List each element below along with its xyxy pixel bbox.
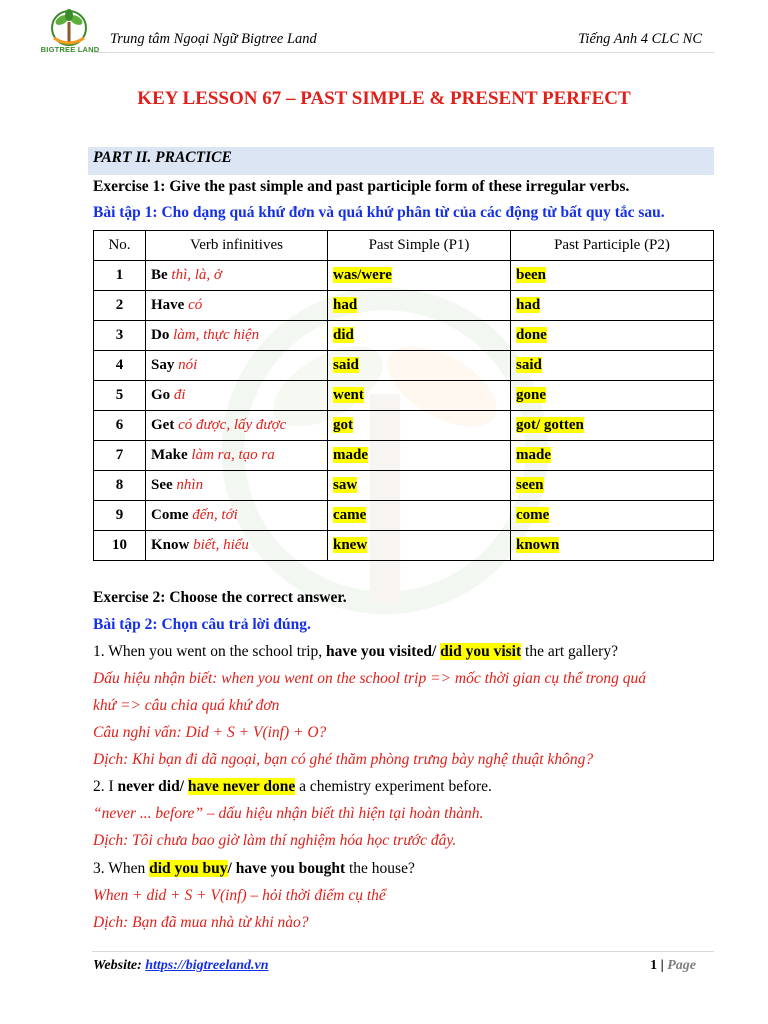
row-number: 3	[94, 321, 146, 351]
question-2-suffix: a chemistry experiment before.	[295, 778, 492, 795]
table-row	[94, 531, 714, 561]
verb-infinitive: Make	[151, 447, 188, 463]
past-simple-cell	[328, 441, 511, 471]
past-participle: known	[516, 537, 560, 553]
verb-meaning: đi	[173, 387, 186, 403]
header-course-name: Tiếng Anh 4 CLC NC	[578, 31, 702, 47]
question-3-answer: did you buy	[149, 860, 228, 877]
verb-infinitive: Get	[151, 417, 175, 433]
question-3-option-b: / have you bought	[227, 860, 346, 877]
past-simple-cell	[328, 321, 511, 351]
exercise2-heading-vi: Bài tập 2: Chọn câu trả lời đúng.	[93, 616, 311, 633]
verb-infinitive: Know	[151, 537, 190, 553]
row-number: 10	[94, 531, 146, 561]
past-participle-cell	[511, 351, 714, 381]
verb-infinitive: Do	[151, 327, 170, 343]
past-simple-cell	[328, 471, 511, 501]
question-2-option-a: never did/	[117, 778, 185, 795]
past-simple: got	[333, 417, 353, 433]
past-participle: got/ gotten	[516, 417, 584, 433]
verb-infinitive: Say	[151, 357, 175, 373]
past-participle-cell	[511, 291, 714, 321]
question-2-prefix: 2. I	[93, 778, 118, 795]
row-number: 6	[94, 411, 146, 441]
verb-meaning: làm, thực hiện	[173, 327, 260, 343]
past-simple-cell	[328, 381, 511, 411]
verb-meaning: có được, lấy được	[178, 417, 287, 433]
past-simple-cell	[328, 291, 511, 321]
question-1-option-a: have you visited/	[326, 643, 437, 660]
question-3-suffix: the house?	[345, 860, 415, 877]
question-1-suffix: the art gallery?	[521, 643, 618, 660]
row-number: 7	[94, 441, 146, 471]
header-center-name: Trung tâm Ngoại Ngữ Bigtree Land	[110, 31, 317, 47]
row-number: 8	[94, 471, 146, 501]
past-simple: had	[333, 297, 358, 313]
table-row	[94, 321, 714, 351]
verb-cell	[146, 321, 328, 351]
verb-meaning: biết, hiểu	[193, 537, 249, 553]
question-3	[93, 860, 415, 878]
row-number: 1	[94, 261, 146, 291]
past-simple: made	[333, 447, 368, 463]
row-number: 9	[94, 501, 146, 531]
verb-cell	[146, 441, 328, 471]
past-participle: said	[516, 357, 542, 373]
question-2-translation: Dịch: Tôi chưa bao giờ làm thí nghiệm hóa học trước đây.	[93, 832, 457, 849]
past-participle: had	[516, 297, 541, 313]
exercise2-heading: Exercise 2: Choose the correct answer.	[93, 589, 347, 606]
past-simple: came	[333, 507, 367, 523]
table-row	[94, 381, 714, 411]
past-participle-cell	[511, 381, 714, 411]
question-1-note: khứ => câu chia quá khứ đơn	[93, 697, 280, 714]
verb-cell	[146, 291, 328, 321]
page-header	[0, 0, 768, 60]
question-2	[93, 778, 492, 796]
question-1-note: Câu nghi vấn: Did + S + V(inf) + O?	[93, 724, 327, 741]
question-2-answer: have never done	[187, 778, 296, 795]
past-participle: done	[516, 327, 547, 343]
irregular-verbs-table	[93, 230, 714, 561]
past-participle-cell	[511, 441, 714, 471]
page-word: Page	[667, 958, 696, 973]
verb-meaning: đến, tới	[192, 507, 238, 523]
verb-infinitive: Be	[151, 267, 168, 283]
past-simple: went	[333, 387, 364, 403]
question-2-note: “never ... before” – dấu hiệu nhận biết thì hiện tại hoàn thành.	[93, 805, 484, 822]
footer-divider	[92, 951, 714, 952]
column-header-p2: Past Participle (P2)	[511, 231, 714, 261]
exercise1-heading: Exercise 1: Give the past simple and past participle form of these irregular verbs.	[93, 178, 630, 195]
question-3-translation: Dịch: Bạn đã mua nhà từ khi nào?	[93, 914, 309, 931]
past-simple: saw	[333, 477, 358, 493]
verb-meaning: có	[188, 297, 203, 313]
past-participle: seen	[516, 477, 544, 493]
logo-text: BIGTREE LAND	[40, 45, 100, 54]
verb-cell	[146, 381, 328, 411]
past-participle-cell	[511, 531, 714, 561]
past-simple-cell	[328, 261, 511, 291]
page-separator: |	[657, 958, 668, 973]
table-row	[94, 261, 714, 291]
verb-infinitive: Go	[151, 387, 171, 403]
verb-infinitive: Have	[151, 297, 185, 313]
table-header-row	[94, 231, 714, 261]
past-simple: was/were	[333, 267, 392, 283]
page-number: 1	[650, 958, 658, 973]
website-link[interactable]: https://bigtreeland.vn	[145, 958, 269, 973]
past-simple: knew	[333, 537, 368, 553]
verb-cell	[146, 531, 328, 561]
table-row	[94, 351, 714, 381]
row-number: 5	[94, 381, 146, 411]
past-participle: made	[516, 447, 551, 463]
footer-page-number	[650, 958, 696, 974]
past-simple: did	[333, 327, 354, 343]
verb-meaning: nói	[178, 357, 198, 373]
verb-meaning: thì, là, ở	[171, 267, 222, 283]
past-simple-cell	[328, 501, 511, 531]
past-participle: come	[516, 507, 550, 523]
row-number: 4	[94, 351, 146, 381]
past-simple-cell	[328, 531, 511, 561]
column-header-no: No.	[94, 231, 146, 261]
table-row	[94, 411, 714, 441]
table-row	[94, 501, 714, 531]
row-number: 2	[94, 291, 146, 321]
table-row	[94, 441, 714, 471]
past-participle: been	[516, 267, 546, 283]
verb-cell	[146, 501, 328, 531]
column-header-p1: Past Simple (P1)	[328, 231, 511, 261]
table-row	[94, 291, 714, 321]
past-participle: gone	[516, 387, 546, 403]
verb-meaning: nhìn	[176, 477, 204, 493]
footer-website	[93, 958, 269, 974]
past-participle-cell	[511, 321, 714, 351]
question-1-note: Dấu hiệu nhận biết: when you went on the school trip => mốc thời gian cụ thể trong quá	[93, 670, 646, 687]
part-heading: PART II. PRACTICE	[93, 149, 232, 166]
verb-infinitive: Come	[151, 507, 189, 523]
past-simple-cell	[328, 411, 511, 441]
question-1-prefix: 1. When you went on the school trip,	[93, 643, 327, 660]
header-divider	[92, 52, 714, 53]
question-1	[93, 643, 618, 661]
column-header-verb: Verb infinitives	[146, 231, 328, 261]
verb-cell	[146, 261, 328, 291]
past-participle-cell	[511, 411, 714, 441]
past-participle-cell	[511, 471, 714, 501]
footer-website-label: Website:	[93, 958, 146, 973]
question-1-answer: did you visit	[440, 643, 522, 660]
lesson-title: KEY LESSON 67 – PAST SIMPLE & PRESENT PERFECT	[137, 88, 631, 109]
verb-cell	[146, 411, 328, 441]
past-participle-cell	[511, 501, 714, 531]
past-simple-cell	[328, 351, 511, 381]
exercise1-heading-vi: Bài tập 1: Cho dạng quá khứ đơn và quá khứ phân từ của các động từ bất quy tắc sau.	[93, 204, 665, 221]
question-1-translation: Dịch: Khi bạn đi dã ngoại, bạn có ghé thăm phòng trưng bày nghệ thuật không?	[93, 751, 594, 768]
verb-meaning: làm ra, tạo ra	[191, 447, 275, 463]
verb-cell	[146, 471, 328, 501]
question-3-prefix: 3. When	[93, 860, 150, 877]
question-3-note: When + did + S + V(inf) – hỏi thời điểm cụ thể	[93, 887, 386, 904]
past-participle-cell	[511, 261, 714, 291]
table-row	[94, 471, 714, 501]
verb-infinitive: See	[151, 477, 173, 493]
past-simple: said	[333, 357, 359, 373]
verb-cell	[146, 351, 328, 381]
